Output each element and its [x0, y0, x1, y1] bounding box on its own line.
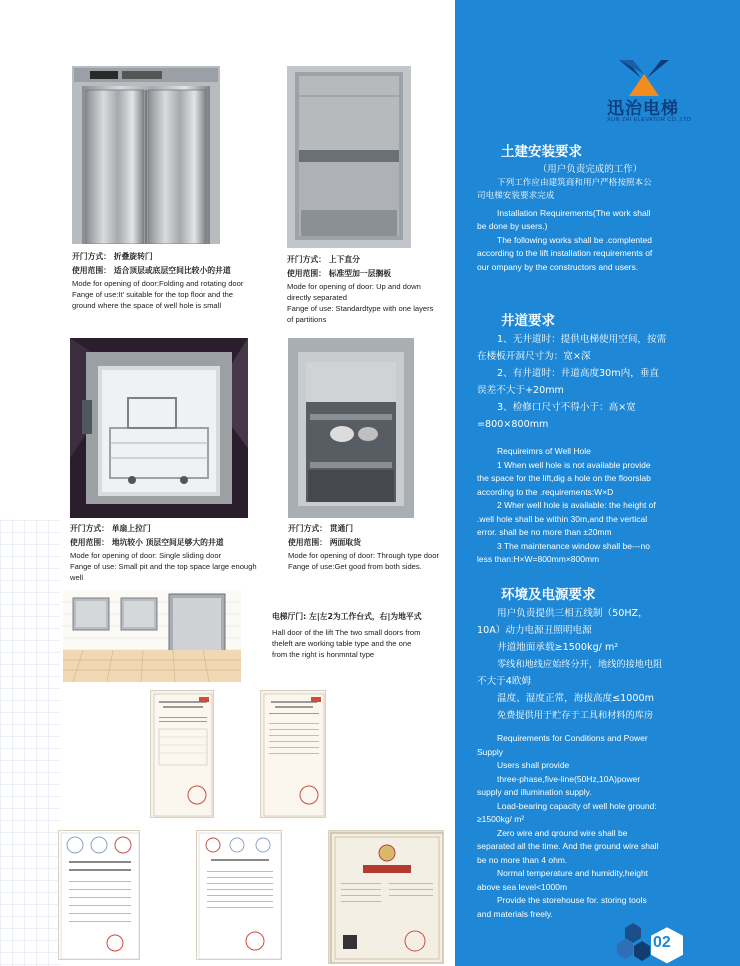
decorative-grid	[0, 520, 60, 966]
caption-folding-door	[72, 250, 257, 311]
use-range-cn: 使用范围： 两面取货	[288, 538, 361, 547]
elevator-photo-up-down-door	[287, 66, 411, 248]
logo-text-en: XUN ZHI ELEVATOR CO.,LTD	[607, 117, 692, 123]
section-line: 用户负责提供三相五线制（50HZ，	[497, 608, 648, 619]
section-line: our ompany by the constructors and users.	[477, 261, 639, 272]
door-mode-cn: 开门方式： 贯通门	[288, 524, 354, 533]
section-line: 2 Wher well hole is available: the height of	[497, 500, 656, 510]
caption-en-line: Mode for opening of door:Folding and rotating door	[72, 279, 244, 288]
section-line: Provide the storehouse for. storing tools	[497, 895, 647, 905]
section-line: 温度、湿度正常，海拔高度≤1000m	[497, 693, 654, 704]
caption-en-line: Hall door of the lift The two small doors from	[272, 628, 421, 637]
caption-en-line: Mode for opening of door: Single sliding door	[70, 551, 222, 560]
page-number: 02	[653, 934, 671, 951]
section-body-well-hole	[477, 331, 703, 567]
section-body-environment-power	[477, 605, 703, 921]
use-range-cn: 使用范围： 地坑较小 顶层空间足够大的井道	[70, 538, 224, 547]
caption-en-line: Mode for opening of door: Up and down	[287, 282, 421, 291]
section-line: less than:H×W=800mm×800mm	[477, 554, 600, 564]
section-line: Users shall provide	[497, 760, 570, 770]
landing-doors-cn: 电梯厅门: 左|左2为工作台式，右|为地平式	[272, 612, 422, 621]
section-line: be done by users.)	[477, 221, 548, 231]
section-line: above sea level<1000m	[477, 881, 568, 892]
section-line: Supply	[477, 746, 503, 757]
landing-doors-illustration	[63, 590, 241, 682]
door-mode-cn: 开门方式： 上下直分	[287, 255, 360, 264]
section-line: be no more than 4 ohm.	[477, 854, 568, 865]
section-line: .well hole shall be within 30m,and the vertical	[477, 513, 648, 524]
section-line: 下列工作应由建筑商和用户严格按照本公	[497, 177, 652, 188]
section-line: and materials freely.	[477, 908, 553, 919]
section-line: 2、有井道时：井道高度30m内，垂直	[497, 368, 659, 379]
caption-sliding-door	[70, 522, 270, 583]
caption-up-down-door	[287, 253, 447, 325]
certificate-image	[196, 830, 282, 960]
caption-en-line: Mode for opening of door: Through type door	[288, 551, 439, 560]
elevator-photo-through-door	[288, 338, 414, 518]
caption-en-line: of partitions	[287, 315, 327, 324]
requirements-panel	[455, 0, 740, 966]
section-line: 误差不大于+20mm	[477, 385, 564, 396]
use-range-cn: 使用范围： 标准型加一层搁板	[287, 269, 392, 278]
section-line: 1 When well hole is not available provide	[497, 459, 651, 470]
logo-mark-icon	[619, 58, 669, 96]
section-body-civil-installation	[477, 163, 703, 274]
door-mode-cn: 开门方式： 单扇上拉门	[70, 524, 151, 533]
caption-landing-doors	[272, 610, 438, 660]
section-line: 3、检修口尺寸不得小于：高×宽	[497, 402, 636, 413]
section-line: error. shall be no more than ±20mm	[477, 527, 612, 537]
certificate-image	[150, 690, 214, 818]
section-line: Normal temperature and humidity,height	[497, 868, 649, 878]
section-title-well-hole: 井道要求	[501, 313, 555, 329]
section-title-civil-installation: 土建安装要求	[501, 144, 582, 160]
section-line: the space for the lift,dig a hole on the floorslab	[477, 473, 651, 483]
certificate-image	[260, 690, 326, 818]
caption-en-line: directly separated	[287, 293, 347, 302]
company-logo	[607, 58, 727, 130]
section-line: Installation Requirements(The work shall	[497, 207, 651, 218]
section-line: 10A）动力电源丑照明电源	[477, 625, 592, 636]
use-range-cn: 使用范围： 适合顶层或底层空间比较小的井道	[72, 266, 231, 275]
section-line: three-phase,five-line(50Hz,10A)power	[497, 773, 641, 784]
section-line: ≥1500kg/ m²	[477, 814, 525, 824]
section-line: according to the .requirements:W×D	[477, 486, 614, 497]
caption-through-door	[288, 522, 453, 572]
business-license-image	[328, 830, 444, 964]
section-line: 1、无井道时：提供电梯使用空间，按需	[497, 334, 667, 345]
section-line: Requirements for Conditions and Power	[497, 733, 648, 743]
section-line: 零线和地线应始终分开，地线的接地电阻	[497, 659, 663, 670]
section-line: 3 The maintenance window shall be---no	[497, 540, 650, 551]
section-line: according to the lift installation requirements of	[477, 248, 653, 258]
caption-en-line: from the right is honmntal type	[272, 650, 375, 659]
section-line: =800×800mm	[477, 419, 549, 430]
elevator-photo-folding-door	[72, 66, 220, 244]
caption-en-line: Fange of use: Standardtype with one layers	[287, 304, 434, 313]
section-line: supply and illumination supply.	[477, 787, 592, 797]
section-line: Zero wire and qround wire shall be	[497, 827, 628, 838]
caption-en-line: Fange of use: Small pit and the top space large enough well	[70, 562, 257, 582]
section-line: Requireimrs of Well Hole	[497, 446, 591, 456]
section-line: 井道地面承载≥1500kg/ m²	[497, 642, 619, 653]
section-line: 在楼板开洞尺寸为：宽×深	[477, 351, 591, 362]
door-mode-cn: 开门方式： 折叠旋转门	[72, 252, 153, 261]
logo-text-cn: 迅治电梯	[607, 99, 679, 119]
caption-en-line: theleft are working table type and the one	[272, 639, 412, 648]
elevator-photo-sliding-door	[70, 338, 248, 518]
caption-en-line: Fange of use:It' suitable for the top floor and the	[72, 290, 234, 299]
section-line: The following works shall be .complented	[497, 234, 652, 245]
section-line: （用户负责完成的工作）	[537, 164, 643, 175]
section-line: separated all the time. And the ground wire shall	[477, 841, 659, 851]
section-line: 司电梯安装要求完成	[477, 191, 555, 201]
caption-en-line: Fange of use:Get good from both sides.	[288, 562, 422, 571]
section-line: 不大于4欧姆	[477, 676, 532, 687]
section-line: Load-bearing capacity of well hole ground:	[497, 800, 657, 811]
certificate-image	[58, 830, 140, 960]
section-line: 免费提供用于贮存于工具和材料的库房	[497, 710, 654, 721]
section-title-environment-power: 环境及电源要求	[501, 587, 596, 603]
caption-en-line: ground where the space of well hole is small	[72, 301, 222, 310]
